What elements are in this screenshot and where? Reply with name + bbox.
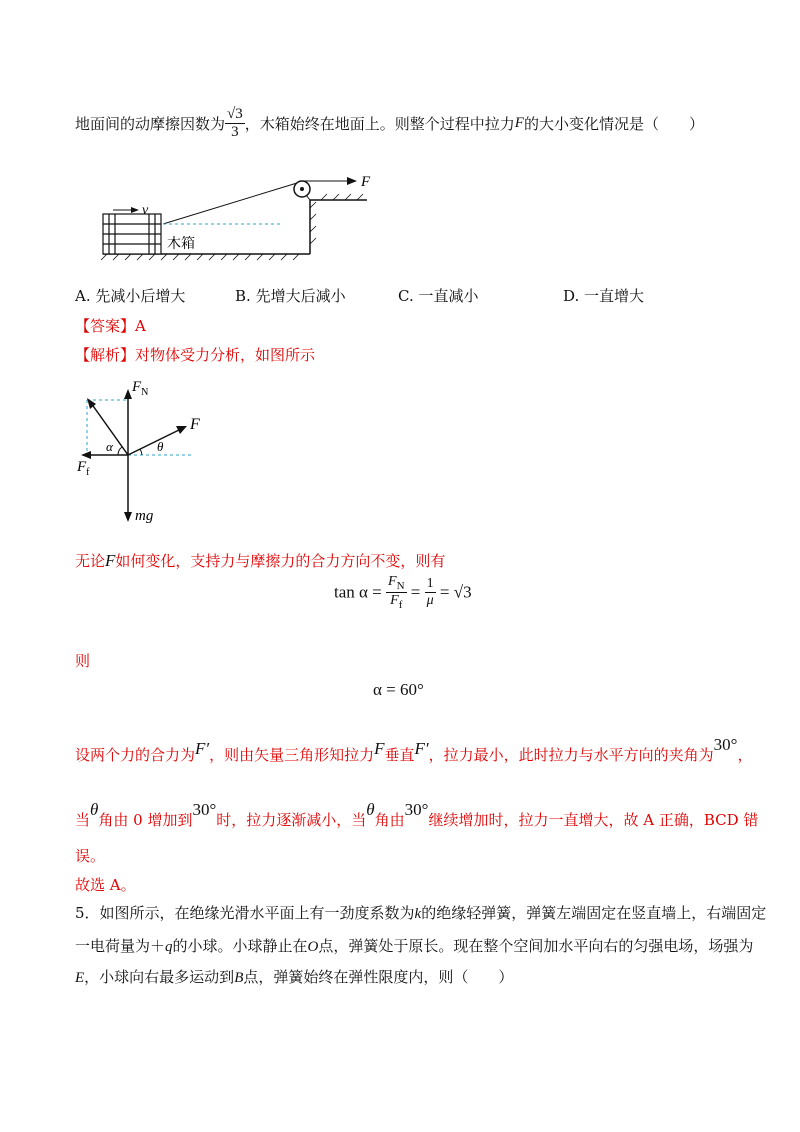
pulley-axle: [300, 187, 304, 191]
option-c-letter: C.: [398, 287, 414, 305]
analysis-tag: 【解析】: [75, 346, 136, 364]
friction-arrowhead: [81, 451, 91, 459]
line4-c: 时，拉力逐渐减小，当: [216, 811, 367, 829]
mu-fraction: [225, 106, 245, 141]
force-diagram: [75, 375, 215, 530]
rope: [163, 183, 297, 224]
line4-angle2: 30°: [404, 800, 429, 819]
option-b-letter: B.: [235, 287, 251, 305]
conclusion-line: 故选 A。: [75, 876, 136, 894]
answer-value: A: [135, 317, 146, 335]
problem5-line1: [75, 902, 766, 923]
line2-post: 如何变化，支持力与摩擦力的合力方向不变，则有: [115, 552, 446, 570]
line3-d: ，拉力最小，此时拉力与水平方向的夹角为: [428, 746, 714, 764]
line4-a: 当: [75, 811, 91, 829]
velocity-arrowhead: [131, 207, 139, 213]
p5-line3-a: ，小球向右最多运动到: [84, 968, 235, 986]
problem4-line1: [75, 106, 704, 141]
mg-label: mg: [135, 508, 154, 524]
p5-line1-a: 5．如图所示，在绝缘光滑水平面上有一劲度系数为: [75, 904, 415, 922]
p5-k: k: [414, 906, 422, 922]
eq1-f1-den: F: [390, 592, 399, 608]
analysis-line5: 误。: [75, 847, 106, 865]
eq1-fraction2: [425, 576, 436, 609]
analysis-line4: [75, 800, 758, 830]
option-a[interactable]: [75, 285, 185, 306]
problem4-line1-prefix: 地面间的动摩擦因数为: [75, 115, 226, 133]
eq1-fraction1: [386, 574, 407, 611]
pull-force-arrow: [128, 429, 181, 455]
theta-arc: [140, 449, 142, 455]
wooden-box: [103, 214, 161, 254]
p5-q: q: [165, 939, 173, 955]
analysis-line2: [75, 550, 445, 571]
equation-alpha: α = 60°: [373, 680, 424, 699]
mu-denominator: 3: [225, 123, 245, 141]
line3-sym2: F: [374, 739, 385, 758]
p5-O: O: [307, 939, 319, 955]
line4-theta2: θ: [366, 800, 375, 819]
normal-force-arrowhead: [124, 389, 132, 399]
analysis-intro-line: [75, 344, 315, 365]
line3-angle: 30°: [713, 735, 738, 754]
option-b-text: 先增大后减小: [255, 287, 346, 305]
line4-d: 角由: [374, 811, 405, 829]
line3-sym3: F′: [414, 739, 429, 758]
force-label: F: [361, 174, 371, 190]
eq1-lhs: tan α =: [334, 582, 382, 602]
line4-angle1: 30°: [192, 800, 217, 819]
option-c[interactable]: [398, 285, 479, 306]
line4-theta1: θ: [90, 800, 99, 819]
gravity-arrowhead: [124, 512, 132, 522]
eq1-f1-num: F: [388, 574, 397, 589]
eq1-f2-num: 1: [426, 575, 434, 591]
eq1-f1-den-sub: f: [398, 598, 403, 611]
f-label: F: [190, 416, 200, 433]
option-c-text: 一直减小: [418, 287, 479, 305]
line2-pre: 无论: [75, 552, 106, 570]
eq1-equals: =: [410, 582, 421, 602]
problem4-line1-suffix-a: ，木箱始终在地面上。则整个过程中拉力: [244, 115, 515, 133]
fn-label: $F_N$: [132, 379, 149, 398]
answer-line: [75, 315, 146, 336]
velocity-label: v: [142, 203, 149, 218]
p5-line2-a: 一电荷量为＋: [75, 937, 166, 955]
eq1-f1-num-sub: N: [396, 579, 405, 592]
p5-line3-b: 点，弹簧始终在弹性限度内，则（ ）: [243, 968, 514, 986]
theta-label: θ: [157, 439, 164, 454]
alpha-label: α: [106, 439, 113, 454]
alpha-arc: [118, 447, 122, 455]
force-symbol: F: [514, 115, 524, 131]
force-arrowhead: [347, 177, 357, 185]
ground-hatching: [101, 254, 299, 260]
step-hatching: [310, 194, 363, 244]
p5-E: E: [75, 970, 85, 986]
p5-line1-b: 的绝缘轻弹簧，弹簧左端固定在竖直墙上，右端固定: [421, 904, 767, 922]
option-d[interactable]: [563, 285, 644, 306]
line3-sym1: F′: [195, 739, 210, 758]
p5-line2-b: 的小球。小球静止在: [172, 937, 308, 955]
line4-b: 角由 0 增加到: [98, 811, 193, 829]
analysis-line3: [75, 735, 753, 765]
problem5-line3: [75, 966, 513, 987]
p5-line2-c: 点，弹簧处于原长。现在整个空间加水平向右的匀强电场，场强为: [318, 937, 754, 955]
line2-symbol: F: [105, 551, 116, 570]
line3-c: 垂直: [384, 746, 415, 764]
p5-B: B: [234, 970, 244, 986]
then-line: 则: [75, 652, 91, 670]
line3-b: ，则由矢量三角形知拉力: [209, 746, 375, 764]
problem4-line1-suffix-b: 的大小变化情况是（ ）: [523, 115, 704, 133]
line3-a: 设两个力的合力为: [75, 746, 196, 764]
option-a-text: 先减小后增大: [95, 287, 186, 305]
analysis-intro: 对物体受力分析，如图所示: [135, 346, 316, 364]
answer-tag: 【答案】: [75, 317, 136, 335]
option-d-text: 一直增大: [584, 287, 645, 305]
equation-tan-alpha: [334, 574, 472, 611]
eq1-rhs: = √3: [439, 582, 472, 602]
problem5-line2: [75, 935, 753, 956]
box-label: 木箱: [167, 236, 195, 252]
option-a-letter: A.: [75, 287, 91, 305]
mu-numerator: √3: [227, 106, 243, 122]
option-d-letter: D.: [563, 287, 580, 305]
eq1-f2-den: μ: [426, 592, 434, 608]
ff-label: $F_f$: [77, 459, 90, 478]
line3-e: ，: [737, 746, 753, 764]
line4-e: 继续增加时，拉力一直增大，故 A 正确，BCD 错: [428, 811, 759, 829]
box-pulley-figure: [95, 172, 385, 262]
option-b[interactable]: [235, 285, 346, 306]
